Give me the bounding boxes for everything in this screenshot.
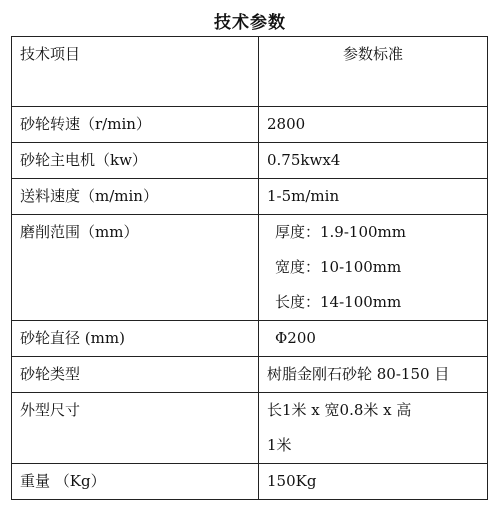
header-technical-item: 技术项目: [12, 37, 259, 107]
row-label: 外型尺寸: [12, 393, 259, 464]
dimensions-line-1: 长1米 x 宽0.8米 x 高: [267, 401, 412, 419]
table-header-row: [12, 37, 488, 107]
table-row: [12, 179, 488, 215]
grinding-length: 长度：14-100mm: [275, 293, 402, 311]
dimensions-line-2: 1米: [267, 436, 292, 454]
row-label: 磨削范围（mm）: [12, 215, 259, 321]
row-label: 砂轮转速（r/min）: [12, 107, 259, 143]
row-value: 1-5m/min: [259, 179, 488, 215]
table-row: [12, 393, 488, 464]
row-value: 150Kg: [259, 464, 488, 500]
row-value: Φ200: [275, 329, 316, 347]
row-label: 砂轮类型: [12, 357, 259, 393]
row-value: 0.75kwx4: [259, 143, 488, 179]
row-value: 树脂金刚石砂轮 80-150 目: [259, 357, 488, 393]
header-parameter-standard: 参数标准: [259, 37, 488, 107]
grinding-width: 宽度：10-100mm: [275, 258, 402, 276]
row-label: 砂轮主电机（kw）: [12, 143, 259, 179]
table-row: [12, 321, 488, 357]
table-row: [12, 107, 488, 143]
row-label: 送料速度（m/min）: [12, 179, 259, 215]
row-label: 重量 （Kg）: [12, 464, 259, 500]
grinding-thickness: 厚度：1.9-100mm: [275, 223, 407, 241]
row-value: [259, 393, 488, 464]
table-row: [12, 464, 488, 500]
page-title: 技术参数: [214, 13, 286, 33]
row-label: 砂轮直径 (mm): [12, 321, 259, 357]
table-row: [12, 357, 488, 393]
row-value: [259, 215, 488, 321]
table-row: [12, 215, 488, 321]
table-row: [12, 143, 488, 179]
row-value: 2800: [259, 107, 488, 143]
spec-table: [11, 36, 488, 500]
